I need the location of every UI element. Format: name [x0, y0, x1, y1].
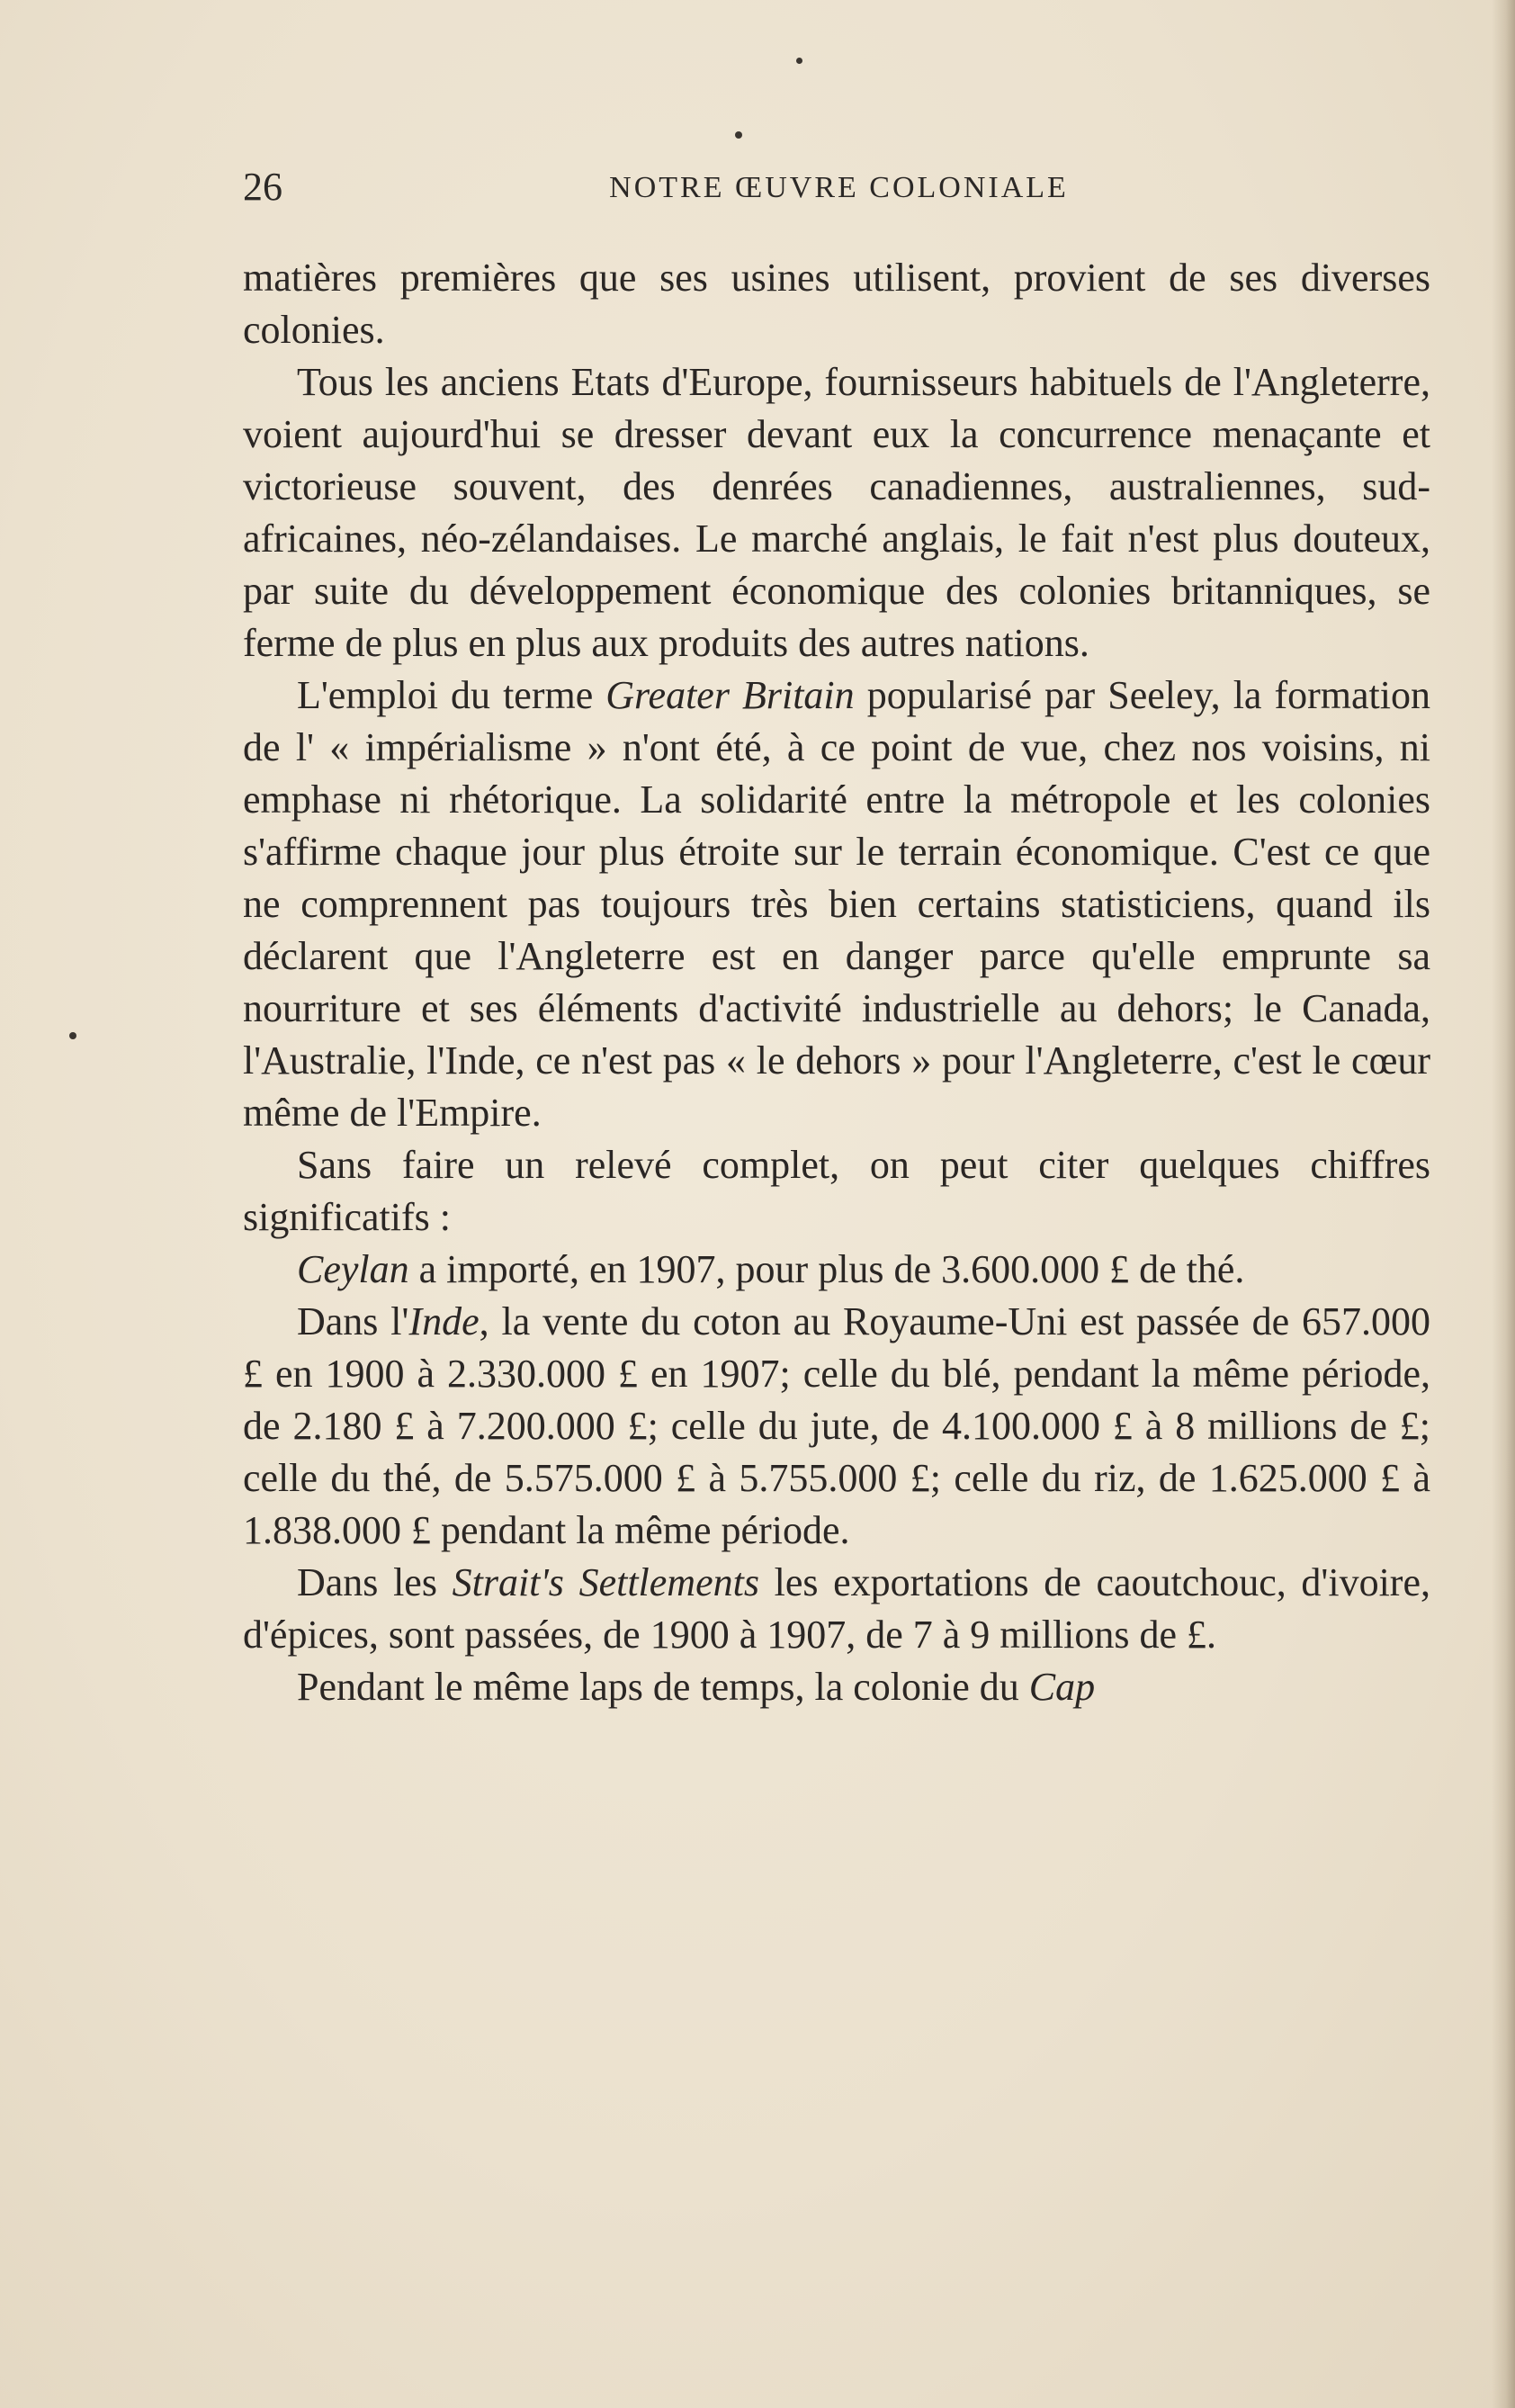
italic-term: Strait's Settlements: [452, 1560, 759, 1604]
paragraph-greater-britain: [243, 669, 1430, 1139]
running-title: NOTRE ŒUVRE COLONIALE: [609, 171, 1069, 204]
italic-term: Inde: [408, 1299, 480, 1343]
page-header: [243, 164, 1435, 214]
paragraph-straits: [243, 1557, 1430, 1661]
paragraph-figures-intro: Sans faire un relevé complet, on peut citer quelques chiffres significatifs :: [243, 1143, 1430, 1239]
italic-term: Cap: [1028, 1665, 1096, 1709]
paragraph-competition: Tous les anciens Etats d'Europe, fournisseurs habituels de l'Angleterre, voient aujourd'hui se dresser devant eux la concurrence menaçante et victorieuse souvent, des denrées canadiennes, australiennes, sud-africaines, néo-zélandaises. Le marché anglais, le fait n'est plus douteux, par suite du développement économique des colonies britanniques, se ferme de plus en plus aux produits des autres nations.: [243, 360, 1430, 665]
italic-term: Ceylan: [297, 1247, 409, 1291]
paragraph-text: a importé, en 1907, pour plus de 3.600.000 £ de thé.: [408, 1247, 1245, 1291]
ink-speck: [796, 58, 802, 64]
paragraph-text: L'emploi du terme: [297, 673, 606, 717]
paragraph-continuation: matières premières que ses usines utilisent, provient de ses diverses colonies.: [243, 256, 1430, 352]
paragraph-text: Pendant le même laps de temps, la colonie du: [297, 1665, 1029, 1709]
paragraph-text: popularisé par Seeley, la formation de l' « impérialisme » n'ont été, à ce point de vue, chez nos voisins, ni emphase ni rhétorique. La solidarité entre la métropole et les colonies s'affirme chaque jour plus étroite sur le terrain économique. C'est ce que ne comprennent pas toujours très bien certains statisticiens, quand ils déclarent que l'Angleterre est en danger parce qu'elle emprunte sa nourriture et ses éléments d'activité industrielle au dehors; le Canada, l'Australie, l'Inde, ce n'est pas « le dehors » pour l'Angleterre, c'est le cœur même de l'Empire.: [243, 673, 1430, 1135]
paragraph-text: Dans l': [297, 1299, 409, 1343]
body-text: [243, 252, 1430, 1713]
paragraph-text: Dans les: [297, 1560, 453, 1604]
ink-speck: [69, 1032, 76, 1039]
paragraph-ceylan: [243, 1244, 1430, 1296]
paragraph-text: les exportations de caoutchouc, d'ivoire, d'épices, sont passées, de 1900 à 1907, de 7 à 9 millions de £.: [243, 1560, 1430, 1657]
page-binding-edge: [1492, 0, 1515, 2408]
paragraph-cap: [243, 1661, 1430, 1713]
paragraph-inde: [243, 1296, 1430, 1557]
ink-speck: [735, 131, 742, 139]
page-number: 26: [243, 165, 282, 209]
paragraph-text: , la vente du coton au Royaume-Uni est passée de 657.000 £ en 1900 à 2.330.000 £ en 1907; celle du blé, pendant la même période, de 2.180 £ à 7.200.000 £; celle du jute, de 4.100.000 £ à 8 millions de £; celle du thé, de 5.575.000 £ à 5.755.000 £; celle du riz, de 1.625.000 £ à 1.838.000 £ pendant la même période.: [243, 1299, 1430, 1552]
italic-term: Greater Britain: [605, 673, 855, 717]
